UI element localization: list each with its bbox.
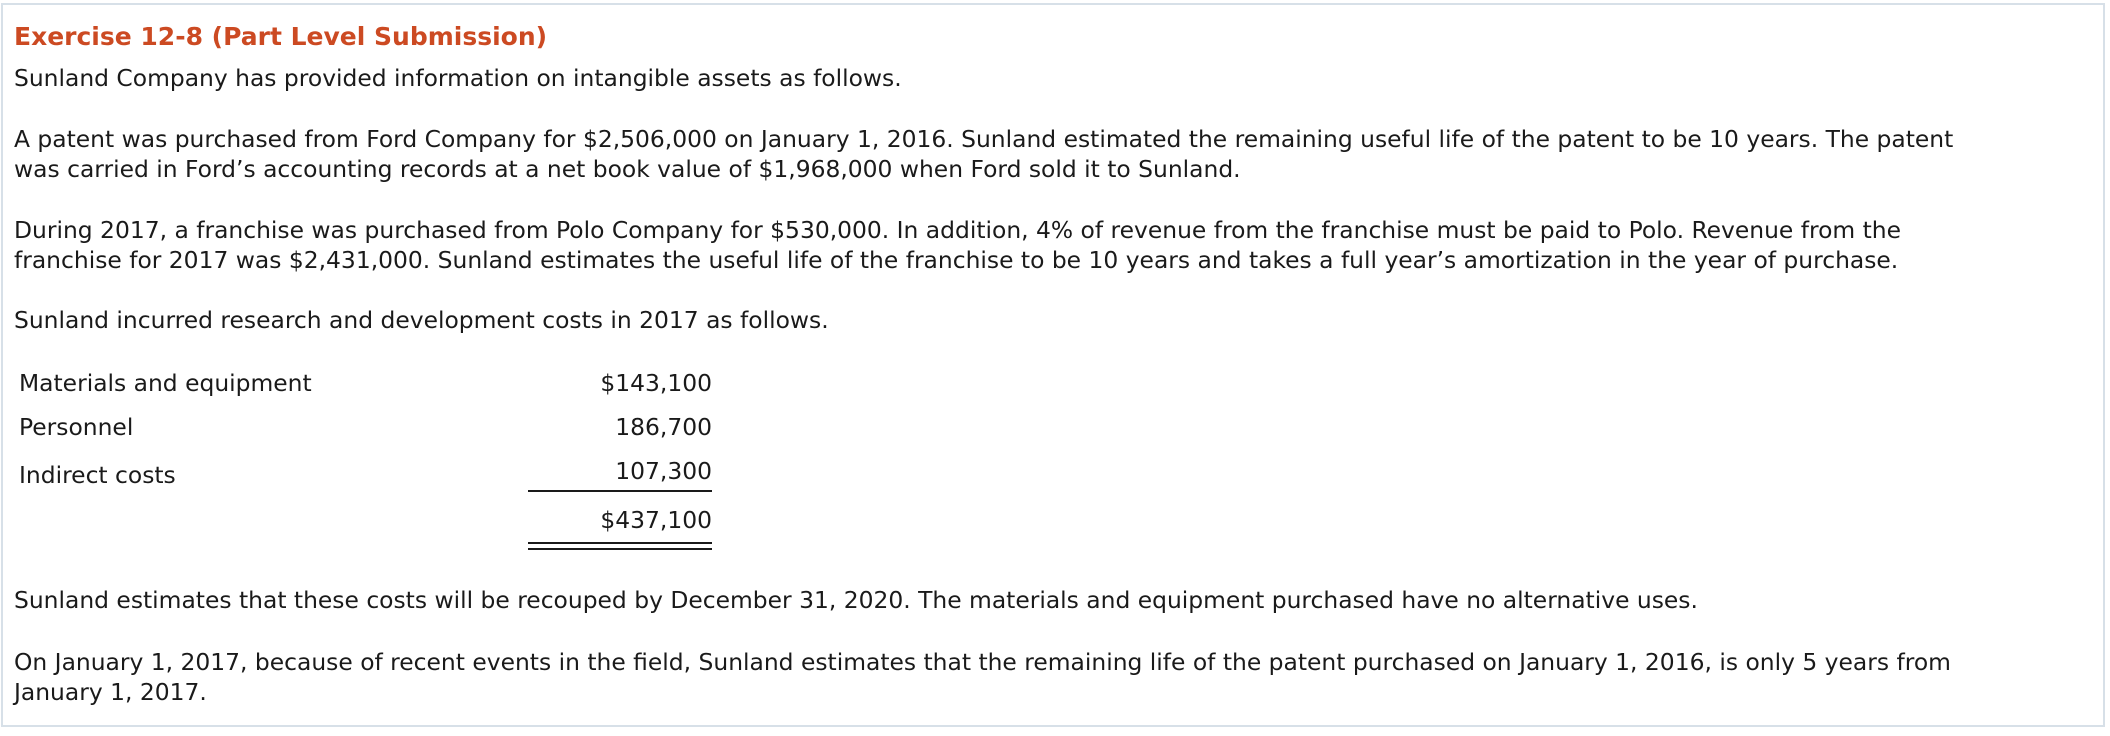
- patent-revision-line-1: On January 1, 2017, because of recent events in the field, Sunland estimates that the remaining life of the patent purchased on January 1, 2016, is only 5 years from: [14, 648, 1951, 676]
- franchise-paragraph: [14, 215, 1901, 275]
- patent-paragraph: [14, 124, 1953, 184]
- exercise-panel: [1, 3, 2105, 727]
- cost-label-indirect: Indirect costs: [19, 461, 176, 489]
- exercise-title: Exercise 12-8 (Part Level Submission): [14, 22, 548, 51]
- recoup-paragraph: Sunland estimates that these costs will be recouped by December 31, 2020. The materials and equipment purchased have no alternative uses.: [14, 586, 1698, 614]
- subtotal-rule: [528, 490, 712, 492]
- franchise-line-2: franchise for 2017 was $2,431,000. Sunland estimates the useful life of the franchise to be 10 years and takes a full year’s amortization in the year of purchase.: [14, 246, 1899, 274]
- cost-label-personnel: Personnel: [19, 413, 134, 441]
- cost-value-personnel: 186,700: [615, 413, 712, 441]
- patent-line-2: was carried in Ford’s accounting records at a net book value of $1,968,000 when Ford sold it to Sunland.: [14, 155, 1241, 183]
- total-double-rule: [528, 542, 712, 550]
- patent-line-1: A patent was purchased from Ford Company for $2,506,000 on January 1, 2016. Sunland estimated the remaining useful life of the patent to be 10 years. The patent: [14, 125, 1954, 153]
- patent-revision-line-2: January 1, 2017.: [14, 678, 207, 706]
- intro-text: Sunland Company has provided information on intangible assets as follows.: [14, 64, 902, 92]
- cost-total: $437,100: [600, 506, 712, 534]
- cost-value-indirect: 107,300: [615, 457, 712, 485]
- patent-revision-paragraph: [14, 647, 1951, 707]
- rd-intro-text: Sunland incurred research and development costs in 2017 as follows.: [14, 306, 829, 334]
- franchise-line-1: During 2017, a franchise was purchased from Polo Company for $530,000. In addition, 4% of revenue from the franchise must be paid to Polo. Revenue from the: [14, 216, 1901, 244]
- cost-label-materials: Materials and equipment: [19, 369, 312, 397]
- cost-value-materials: $143,100: [600, 369, 712, 397]
